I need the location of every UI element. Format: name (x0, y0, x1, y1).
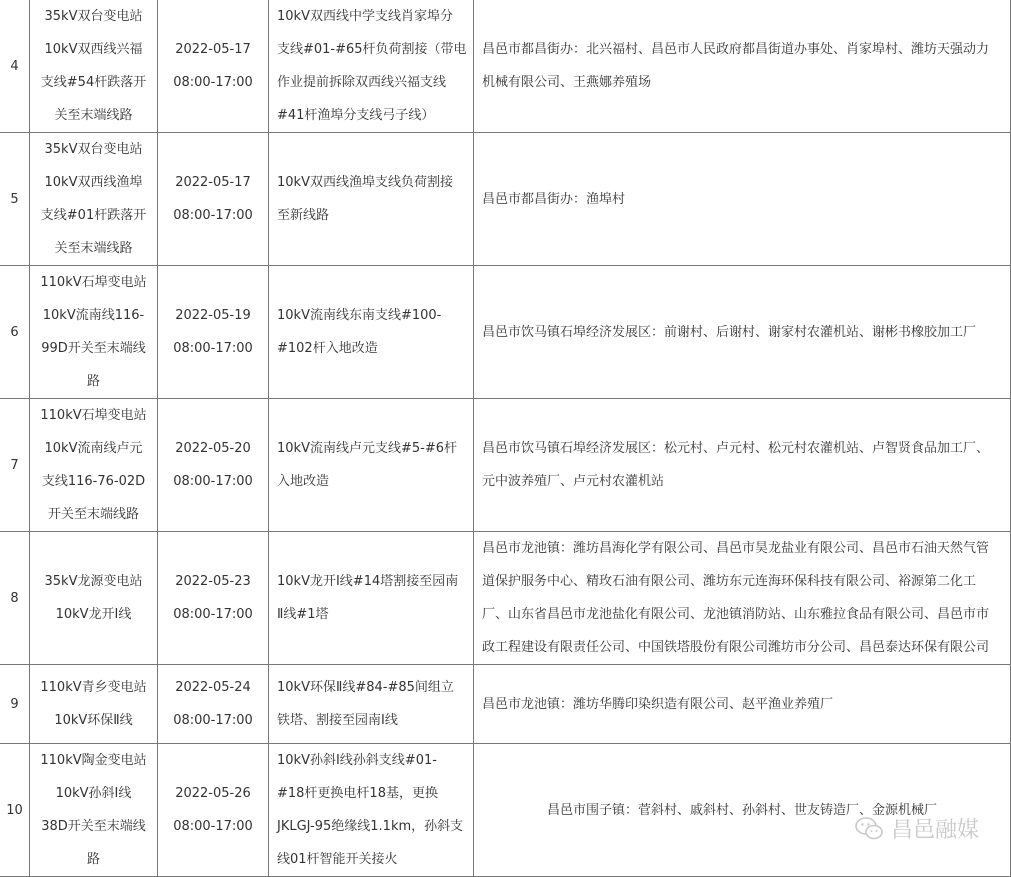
substation-line: 10kV流南线116- (42, 308, 145, 323)
substation-line: 10kV双西线渔埠 (44, 175, 143, 190)
time-line: 2022-05-20 (175, 441, 251, 456)
row-index: 10 (0, 744, 30, 877)
row-index: 7 (0, 399, 30, 532)
table-row (0, 133, 1011, 266)
scope-line: 线01杆智能开关接火 (277, 852, 398, 867)
scope-line: Ⅱ线#1塔 (277, 607, 329, 622)
substation-line: 路 (86, 852, 100, 867)
scope-line: 10kV孙斜Ⅰ线孙斜支线#01- (277, 753, 437, 768)
area-line: 厂、山东省昌邑市龙池盐化有限公司、龙池镇消防站、山东雅拉食品有限公司、昌邑市市 (482, 607, 990, 622)
area-line: 昌邑市龙池镇：潍坊华腾印染织造有限公司、赵平渔业养殖厂 (482, 696, 834, 712)
substation-line: 关至末端线路 (54, 108, 133, 123)
row-index: 5 (0, 133, 30, 266)
substation-line: 35kV双台变电站 (44, 9, 143, 24)
time-cell (158, 744, 269, 877)
affected-area-cell (474, 266, 1011, 399)
area-line: 昌邑市饮马镇石埠经济发展区：松元村、卢元村、松元村农灌机站、卢智贤食品加工厂、 (482, 441, 990, 456)
scope-line: 铁塔、割接至园南Ⅰ线 (277, 713, 398, 728)
scope-line: 10kV双西线渔埠支线负荷割接 (277, 175, 453, 190)
scope-line: 支线#01-#65杆负荷割接（带电 (277, 42, 467, 57)
time-line: 08:00-17:00 (173, 819, 253, 834)
substation-line: 10kV流南线卢元 (44, 441, 143, 456)
time-line: 08:00-17:00 (173, 474, 253, 489)
time-line: 08:00-17:00 (173, 208, 253, 223)
scope-line: JKLGJ-95绝缘线1.1km，孙斜支 (277, 819, 464, 834)
substation-line: 110kV石埠变电站 (40, 275, 147, 290)
watermark (855, 813, 979, 844)
scope-line: 10kV环保Ⅱ线#84-#85间组立 (277, 680, 454, 695)
time-line: 08:00-17:00 (173, 75, 253, 90)
table-row (0, 0, 1011, 133)
substation-cell (30, 133, 158, 266)
work-scope-cell (269, 399, 474, 532)
scope-line: 10kV流南线东南支线#100- (277, 308, 442, 323)
time-line: 2022-05-19 (175, 308, 251, 323)
time-line: 2022-05-26 (175, 786, 251, 801)
time-cell (158, 532, 269, 665)
substation-line: 关至末端线路 (54, 241, 133, 256)
substation-line: 支线116-76-02D (41, 474, 146, 489)
substation-line: 99D开关至末端线 (41, 341, 146, 356)
substation-cell (30, 266, 158, 399)
table-row (0, 399, 1011, 532)
substation-line: 38D开关至末端线 (41, 819, 146, 834)
affected-area-cell (474, 133, 1011, 266)
substation-line: 支线#54杆跌落开 (40, 75, 147, 90)
substation-line: 10kV龙开Ⅰ线 (55, 607, 132, 622)
time-cell (158, 133, 269, 266)
affected-area-cell (474, 665, 1011, 744)
substation-line: 支线#01杆跌落开 (40, 208, 147, 223)
scope-line: 作业提前拆除双西线兴福支线 (277, 75, 447, 90)
time-line: 2022-05-17 (175, 42, 251, 57)
scope-line: 10kV流南线卢元支线#5-#6杆 (277, 441, 457, 456)
row-index: 6 (0, 266, 30, 399)
time-cell (158, 665, 269, 744)
row-index: 4 (0, 0, 30, 133)
affected-area-cell (474, 744, 1011, 877)
scope-line: 10kV龙开Ⅰ线#14塔割接至园南 (277, 574, 459, 589)
affected-area-cell (474, 532, 1011, 665)
substation-line: 110kV陶金变电站 (40, 753, 147, 768)
area-line: 昌邑市饮马镇石埠经济发展区：前谢村、后谢村、谢家村农灌机站、谢彬书橡胶加工厂 (482, 324, 977, 340)
scope-line: #18杆更换电杆18基，更换 (277, 786, 438, 801)
time-line: 2022-05-17 (175, 175, 251, 190)
area-line: 政工程建设有限责任公司、中国铁塔股份有限公司潍坊市分公司、昌邑泰达环保有限公司 (482, 640, 990, 655)
time-line: 08:00-17:00 (173, 607, 253, 622)
substation-line: 10kV环保Ⅱ线 (54, 713, 133, 728)
substation-line: 开关至末端线路 (47, 507, 139, 522)
work-scope-cell (269, 532, 474, 665)
row-index: 8 (0, 532, 30, 665)
area-line: 昌邑市都昌街办：北兴福村、昌邑市人民政府都昌街道办事处、肖家埠村、潍坊天强动力 (482, 42, 990, 57)
area-line: 机械有限公司、王燕娜养殖场 (482, 75, 652, 90)
scope-line: 10kV双西线中学支线肖家埠分 (277, 9, 453, 24)
work-scope-cell (269, 665, 474, 744)
time-line: 08:00-17:00 (173, 713, 253, 728)
substation-cell (30, 744, 158, 877)
area-line: 昌邑市围子镇：菅斜村、戚斜村、孙斜村、世友铸造厂、金源机械厂 (546, 802, 937, 818)
substation-cell (30, 532, 158, 665)
table-row (0, 532, 1011, 665)
substation-line: 路 (86, 374, 100, 389)
work-scope-cell (269, 0, 474, 133)
substation-line: 110kV青乡变电站 (40, 680, 147, 695)
area-line: 元中波养殖厂、卢元村农灌机站 (482, 474, 665, 489)
substation-line: 35kV双台变电站 (44, 142, 143, 157)
table-row (0, 266, 1011, 399)
work-scope-cell (269, 266, 474, 399)
substation-cell (30, 399, 158, 532)
table-row (0, 744, 1011, 877)
substation-line: 110kV石埠变电站 (40, 408, 147, 423)
work-scope-cell (269, 133, 474, 266)
watermark-text: 昌邑融媒 (890, 818, 979, 843)
time-cell (158, 0, 269, 133)
time-line: 2022-05-24 (175, 680, 251, 695)
work-scope-cell (269, 744, 474, 877)
row-index: 9 (0, 665, 30, 744)
wechat-icon (855, 817, 883, 841)
scope-line: 入地改造 (277, 474, 330, 489)
affected-area-cell (474, 0, 1011, 133)
substation-cell (30, 0, 158, 133)
scope-line: #41杆渔埠分支线弓子线） (277, 108, 435, 123)
affected-area-cell (474, 399, 1011, 532)
substation-line: 35kV龙源变电站 (44, 574, 143, 589)
area-line: 昌邑市龙池镇：潍坊昌海化学有限公司、昌邑市昊龙盐业有限公司、昌邑市石油天然气管 (482, 541, 990, 556)
scope-line: 至新线路 (277, 208, 330, 223)
time-line: 2022-05-23 (175, 574, 251, 589)
table-row (0, 665, 1011, 744)
substation-line: 10kV孙斜Ⅰ线 (55, 786, 132, 801)
time-line: 08:00-17:00 (173, 341, 253, 356)
area-line: 昌邑市都昌街办：渔埠村 (482, 191, 626, 207)
scope-line: #102杆入地改造 (277, 341, 378, 356)
substation-line: 10kV双西线兴福 (44, 42, 143, 57)
substation-cell (30, 665, 158, 744)
area-line: 道保护服务中心、精玫石油有限公司、潍坊东元连海环保科技有限公司、裕源第二化工 (482, 574, 977, 589)
time-cell (158, 266, 269, 399)
time-cell (158, 399, 269, 532)
